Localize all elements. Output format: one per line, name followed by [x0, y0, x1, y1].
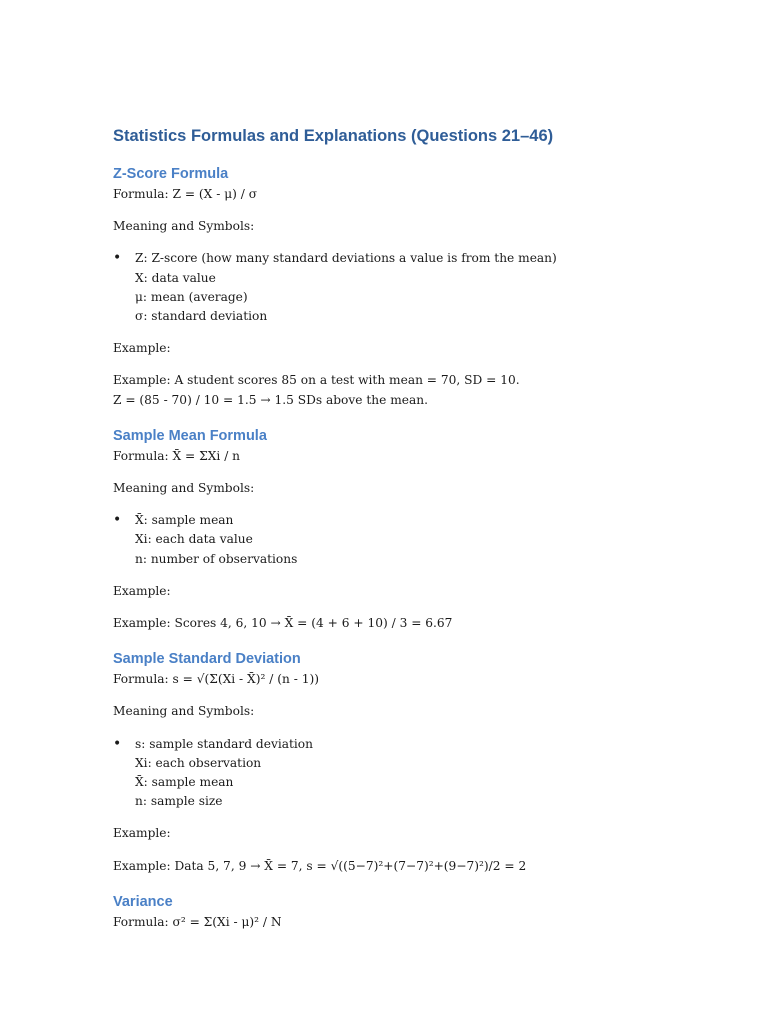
bullet-icon: • — [113, 735, 122, 752]
section-heading: Sample Standard Deviation — [113, 651, 301, 668]
section-z-score — [113, 163, 768, 410]
symbol-item: X̄: sample mean — [135, 513, 234, 528]
symbol-item: Xi: each data value — [135, 532, 253, 547]
example-line: Example: A student scores 85 on a test with mean = 70, SD = 10. — [113, 373, 520, 388]
bullet-icon: • — [113, 250, 122, 267]
symbol-list — [113, 735, 768, 812]
section-heading: Z-Score Formula — [113, 166, 229, 182]
symbol-list — [113, 249, 768, 326]
document-title: Statistics Formulas and Explanations (Questions 21–46) — [113, 127, 554, 145]
section-variance — [113, 891, 768, 932]
meaning-label: Meaning and Symbols: — [113, 481, 255, 496]
symbol-item: n: sample size — [135, 794, 223, 809]
example-line: Z = (85 - 70) / 10 = 1.5 → 1.5 SDs above the mean. — [113, 392, 428, 407]
example-label: Example: — [113, 341, 171, 356]
section-heading: Sample Mean Formula — [113, 427, 267, 444]
example-label: Example: — [113, 583, 171, 598]
section-sample-mean — [113, 425, 768, 633]
symbol-item: σ: standard deviation — [135, 309, 268, 324]
example-label: Example: — [113, 826, 171, 841]
formula-line: Formula: s = √(Σ(Xi - X̄)² / (n - 1)) — [113, 672, 319, 687]
example-line: Example: Data 5, 7, 9 → X̄ = 7, s = √((5−7)²+(7−7)²+(9−7)²)/2 = 2 — [113, 858, 527, 873]
symbol-item: Xi: each observation — [135, 755, 262, 770]
section-heading: Variance — [113, 893, 173, 910]
meaning-label: Meaning and Symbols: — [113, 704, 255, 719]
symbol-item: s: sample standard deviation — [135, 736, 313, 751]
symbol-list — [113, 511, 768, 569]
section-sample-standard-deviation — [113, 648, 768, 876]
example-line: Example: Scores 4, 6, 10 → X̄ = (4 + 6 + 10) / 3 = 6.67 — [113, 616, 453, 631]
formula-line: Formula: X̄ = ΣXi / n — [113, 448, 241, 463]
symbol-item: n: number of observations — [135, 551, 298, 566]
bullet-icon: • — [113, 512, 122, 529]
symbol-item: X: data value — [135, 270, 216, 285]
symbol-item: Z: Z-score (how many standard deviations a value is from the mean) — [135, 251, 557, 266]
symbol-item: X̄: sample mean — [135, 775, 234, 790]
symbol-item: μ: mean (average) — [135, 289, 248, 304]
formula-line: Formula: σ² = Σ(Xi - μ)² / N — [113, 914, 282, 929]
meaning-label: Meaning and Symbols: — [113, 219, 255, 234]
formula-line: Formula: Z = (X - μ) / σ — [113, 187, 258, 201]
